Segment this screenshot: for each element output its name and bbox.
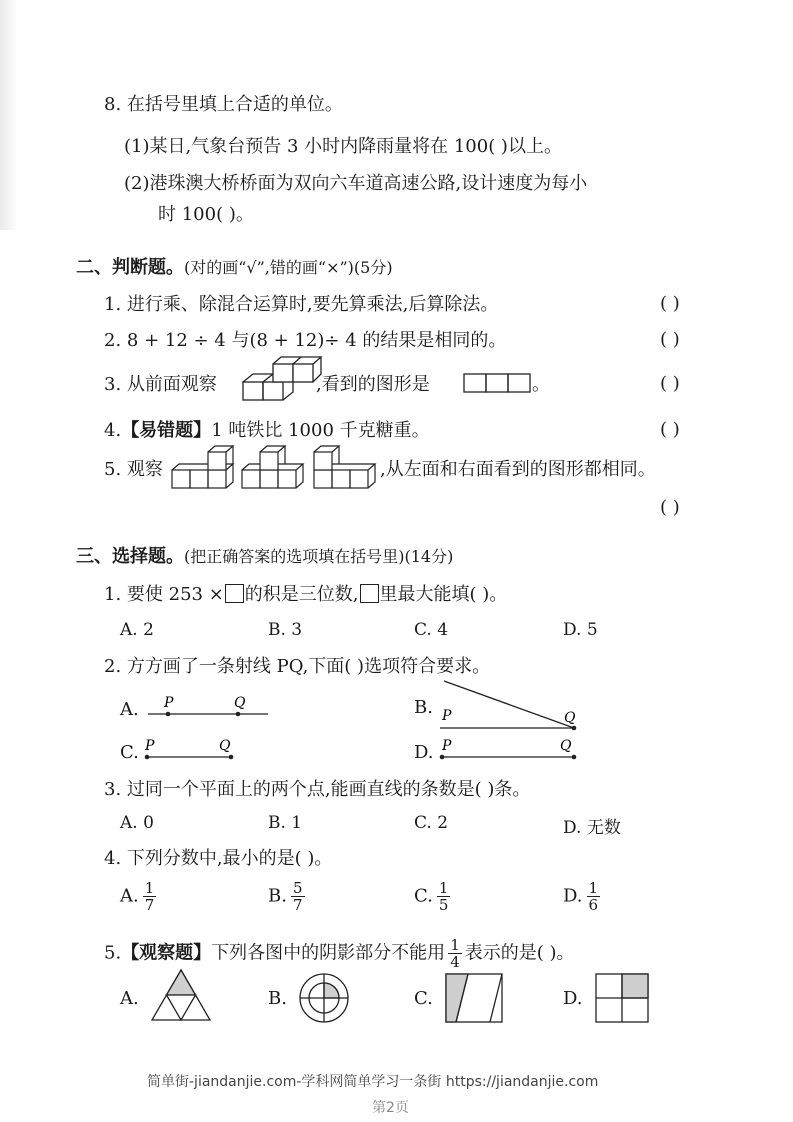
page-number: 第2页 [372,1100,409,1116]
s2-q1-answer-paren[interactable]: ( ) [660,293,680,314]
ray-option-d [438,735,588,765]
s2-q5-text-a: 5. 观察 [104,459,163,480]
point-p-label: P [164,695,174,711]
option-d[interactable]: D. 无数 [563,818,621,838]
fraction-option-b[interactable] [268,880,305,913]
s2-q4-prefix: 4. [104,420,122,441]
option-label: B. [268,885,287,907]
denominator: 7 [144,896,155,914]
q5-option-c-label[interactable]: C. [414,988,433,1009]
s2-q3-text-c: 。 [532,374,550,395]
parallelogram-figure [444,972,504,1024]
s3-q5-tag: 【观察题】 [121,942,212,964]
fraction [437,880,451,913]
section2-heading: 二、判断题。 [76,257,184,278]
denominator: 6 [588,896,599,914]
scan-edge-shadow [0,0,18,230]
s3-q5-text-b: 表示的是( )。 [464,942,575,964]
option-label: C. [414,885,433,907]
s2-q2: 2. 8 + 12 ÷ 4 与(8 + 12)÷ 4 的结果是相同的。 [104,330,507,351]
q8-item2-line2: 时 100( )。 [158,204,254,225]
q5-option-b-label[interactable]: B. [268,988,287,1009]
s2-q2-answer-paren[interactable]: ( ) [660,329,680,350]
section3-header [76,542,453,568]
option-label: A. [120,885,139,907]
fraction-option-a[interactable] [120,880,156,913]
point-p-label: P [145,738,155,754]
s3-q1-text-a: 1. 要使 253 × [104,584,224,605]
fraction [587,880,601,913]
triangle-figure [150,968,212,1023]
s2-q4-text: 1 吨铁比 1000 千克糖重。 [211,420,430,441]
blank-box [225,584,244,603]
s2-q3-text-a: 3. 从前面观察 [104,374,217,395]
ray-option-a [146,692,276,722]
numerator: 1 [450,936,460,954]
option-a[interactable]: A. 2 [120,620,154,640]
point-q-label: Q [560,738,572,754]
watermark-text: 简单街-jiandanjie.com-学科网简单学习一条街 https://jiandanjie.com [147,1074,599,1090]
s3-q2: 2. 方方画了一条射线 PQ,下面( )选项符合要求。 [104,656,491,677]
option-a[interactable]: A. 0 [120,813,154,833]
s3-q1-text-b: 的积是三位数, [244,584,359,605]
s3-q4: 4. 下列分数中,最小的是( )。 [104,848,333,869]
point-p-label: P [442,738,452,754]
fraction [448,937,462,970]
s2-q3-answer-paren[interactable]: ( ) [660,373,680,394]
q5-option-d-label[interactable]: D. [563,988,583,1009]
s2-q5-answer-paren[interactable]: ( ) [660,497,680,518]
option-label: D. [563,885,583,907]
three-square-view-figure [463,371,533,393]
q5-option-a-label[interactable]: A. [120,988,139,1009]
fraction-option-c[interactable] [414,880,450,913]
ray-option-b [438,678,588,733]
option-c[interactable]: C. 2 [414,813,449,833]
s3-q5 [104,937,575,970]
s3-q5-prefix: 5. [104,942,122,964]
fraction-option-d[interactable] [563,880,600,913]
point-p-label: P [442,708,452,724]
point-q-label: Q [219,738,231,754]
q8-item2-line1: (2)港珠澳大桥桥面为双向六车道高速公路,设计速度为每小 [124,173,588,194]
q8-item1: (1)某日,气象台预告 3 小时内降雨量将在 100( )以上。 [124,136,562,157]
option-c[interactable]: C. 4 [414,620,449,640]
fraction [143,880,157,913]
q2-option-c-label[interactable]: C. [120,742,139,763]
s2-q3-text-b: ,看到的图形是 [316,374,430,395]
s2-q5-text-b: ,从左面和右面看到的图形都相同。 [380,459,656,480]
denominator: 4 [450,953,460,971]
q2-option-a-label[interactable]: A. [120,699,139,720]
s2-q4-answer-paren[interactable]: ( ) [660,419,680,440]
numerator: 5 [292,879,303,897]
circle-figure [296,972,352,1024]
section3-heading: 三、选择题。 [76,546,184,567]
s3-q1 [104,583,507,607]
section2-header [76,253,393,279]
option-d[interactable]: D. 5 [563,620,598,640]
cube-arrangements-figure [170,440,380,492]
s3-q3: 3. 过同一个平面上的两个点,能画直线的条数是( )条。 [104,779,531,800]
numerator: 1 [588,879,599,897]
point-q-label: Q [234,695,246,711]
ray-option-c [143,735,273,765]
fraction [291,880,305,913]
option-b[interactable]: B. 3 [268,620,303,640]
section2-note: (对的画“√”,错的画“×”)(5分) [184,258,393,277]
section3-note: (把正确答案的选项填在括号里)(14分) [184,547,454,566]
q8-title: 8. 在括号里填上合适的单位。 [104,94,343,115]
blank-box [360,584,379,603]
cube-stack-figure [241,360,316,402]
denominator: 5 [438,896,449,914]
q2-option-d-label[interactable]: D. [414,742,434,763]
numerator: 1 [144,879,155,897]
denominator: 7 [292,896,303,914]
s2-q4-tag: 【易错题】 [121,420,212,441]
numerator: 1 [438,879,449,897]
s2-q1: 1. 进行乘、除混合运算时,要先算乘法,后算除法。 [104,294,499,315]
option-b[interactable]: B. 1 [268,813,303,833]
square-grid-figure [594,972,650,1024]
s3-q5-text-a: 下列各图中的阴影部分不能用 [211,942,446,964]
point-q-label: Q [564,710,576,726]
q2-option-b-label[interactable]: B. [414,697,433,718]
s3-q1-text-c: 里最大能填( )。 [379,584,508,605]
